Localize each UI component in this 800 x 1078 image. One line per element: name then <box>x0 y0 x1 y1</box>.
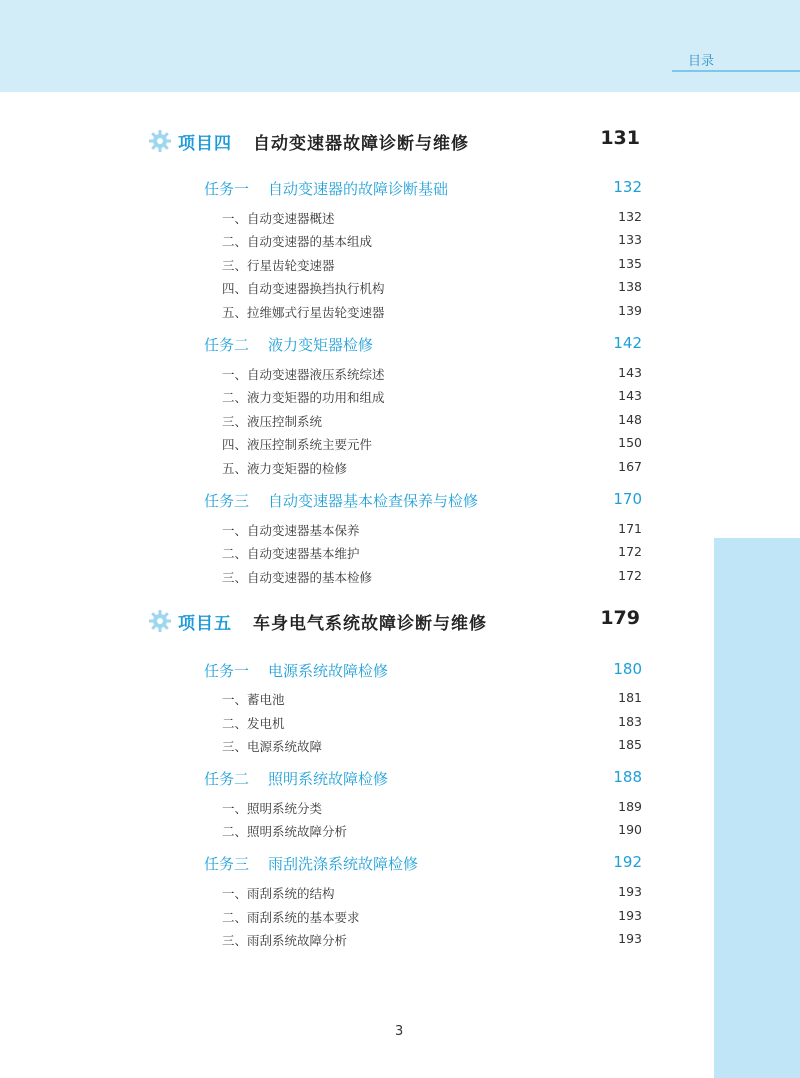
task-page: 132 <box>613 178 642 196</box>
item-title: 二、自动变速器基本维护 <box>222 546 360 561</box>
toc-item[interactable] <box>222 690 642 708</box>
task-page: 192 <box>613 853 642 871</box>
right-margin-band <box>714 538 800 1078</box>
task-entry[interactable] <box>204 660 642 682</box>
toc-item[interactable] <box>222 232 642 250</box>
gear-icon <box>148 609 172 633</box>
item-title: 三、液压控制系统 <box>222 414 323 429</box>
task-title: 照明系统故障检修 <box>268 770 389 788</box>
item-page: 143 <box>618 388 642 403</box>
task-title: 液力变矩器检修 <box>268 336 374 354</box>
toc-item[interactable] <box>222 822 642 840</box>
item-title: 二、照明系统故障分析 <box>222 824 348 839</box>
item-title: 三、雨刮系统故障分析 <box>222 933 348 948</box>
task-entry[interactable] <box>204 853 642 875</box>
task-page: 180 <box>613 660 642 678</box>
task-number: 任务一 <box>204 662 250 680</box>
item-page: 181 <box>618 690 642 705</box>
project-page: 131 <box>600 127 640 149</box>
item-page: 172 <box>618 568 642 583</box>
toc-item[interactable] <box>222 412 642 430</box>
task-title: 自动变速器的故障诊断基础 <box>268 180 449 198</box>
toc-item[interactable] <box>222 884 642 902</box>
task-title: 电源系统故障检修 <box>268 662 389 680</box>
item-title: 一、照明系统分类 <box>222 801 323 816</box>
running-header: 目录 <box>688 54 715 69</box>
item-page: 172 <box>618 544 642 559</box>
toc-item[interactable] <box>222 544 642 562</box>
item-title: 一、自动变速器概述 <box>222 211 335 226</box>
item-title: 一、自动变速器基本保养 <box>222 523 360 538</box>
item-page: 171 <box>618 521 642 536</box>
page-number: 3 <box>395 1024 404 1039</box>
item-title: 三、行星齿轮变速器 <box>222 258 335 273</box>
task-entry[interactable] <box>204 178 642 200</box>
item-page: 190 <box>618 822 642 837</box>
item-page: 189 <box>618 799 642 814</box>
project-heading[interactable] <box>148 127 648 157</box>
task-number: 任务三 <box>204 492 250 510</box>
toc-item[interactable] <box>222 279 642 297</box>
header-rule <box>672 70 800 72</box>
item-title: 三、自动变速器的基本检修 <box>222 570 373 585</box>
item-title: 一、雨刮系统的结构 <box>222 886 335 901</box>
toc-item[interactable] <box>222 388 642 406</box>
item-title: 四、自动变速器换挡执行机构 <box>222 281 385 296</box>
item-page: 132 <box>618 209 642 224</box>
task-title: 雨刮洗涤系统故障检修 <box>268 855 419 873</box>
task-number: 任务二 <box>204 770 250 788</box>
toc-item[interactable] <box>222 931 642 949</box>
project-title: 自动变速器故障诊断与维修 <box>253 134 469 154</box>
item-page: 193 <box>618 931 642 946</box>
item-page: 193 <box>618 884 642 899</box>
item-page: 138 <box>618 279 642 294</box>
toc-item[interactable] <box>222 303 642 321</box>
toc-item[interactable] <box>222 737 642 755</box>
item-page: 143 <box>618 365 642 380</box>
project-number: 项目五 <box>178 614 232 634</box>
top-header-band <box>0 0 800 92</box>
item-title: 二、雨刮系统的基本要求 <box>222 910 360 925</box>
item-page: 193 <box>618 908 642 923</box>
task-entry[interactable] <box>204 768 642 790</box>
item-title: 二、自动变速器的基本组成 <box>222 234 373 249</box>
item-title: 四、液压控制系统主要元件 <box>222 437 373 452</box>
project-number: 项目四 <box>178 134 232 154</box>
task-page: 188 <box>613 768 642 786</box>
item-title: 一、蓄电池 <box>222 692 285 707</box>
toc-item[interactable] <box>222 209 642 227</box>
task-title: 自动变速器基本检查保养与检修 <box>268 492 479 510</box>
toc-item[interactable] <box>222 256 642 274</box>
project-title: 车身电气系统故障诊断与维修 <box>253 614 487 634</box>
item-page: 135 <box>618 256 642 271</box>
item-title: 一、自动变速器液压系统综述 <box>222 367 385 382</box>
toc-item[interactable] <box>222 714 642 732</box>
task-number: 任务一 <box>204 180 250 198</box>
item-title: 三、电源系统故障 <box>222 739 323 754</box>
item-page: 139 <box>618 303 642 318</box>
gear-icon <box>148 129 172 153</box>
project-page: 179 <box>600 607 640 629</box>
task-entry[interactable] <box>204 334 642 356</box>
project-heading[interactable] <box>148 607 648 637</box>
task-entry[interactable] <box>204 490 642 512</box>
task-number: 任务二 <box>204 336 250 354</box>
task-page: 170 <box>613 490 642 508</box>
toc-item[interactable] <box>222 799 642 817</box>
item-title: 二、发电机 <box>222 716 285 731</box>
toc-item[interactable] <box>222 459 642 477</box>
toc-item[interactable] <box>222 568 642 586</box>
toc-item[interactable] <box>222 521 642 539</box>
item-page: 148 <box>618 412 642 427</box>
item-title: 五、拉维娜式行星齿轮变速器 <box>222 305 385 320</box>
task-page: 142 <box>613 334 642 352</box>
right-margin-upper <box>714 92 800 538</box>
item-page: 185 <box>618 737 642 752</box>
item-title: 二、液力变矩器的功用和组成 <box>222 390 385 405</box>
task-number: 任务三 <box>204 855 250 873</box>
toc-item[interactable] <box>222 365 642 383</box>
item-title: 五、液力变矩器的检修 <box>222 461 348 476</box>
toc-item[interactable] <box>222 908 642 926</box>
toc-item[interactable] <box>222 435 642 453</box>
item-page: 150 <box>618 435 642 450</box>
item-page: 167 <box>618 459 642 474</box>
item-page: 183 <box>618 714 642 729</box>
item-page: 133 <box>618 232 642 247</box>
